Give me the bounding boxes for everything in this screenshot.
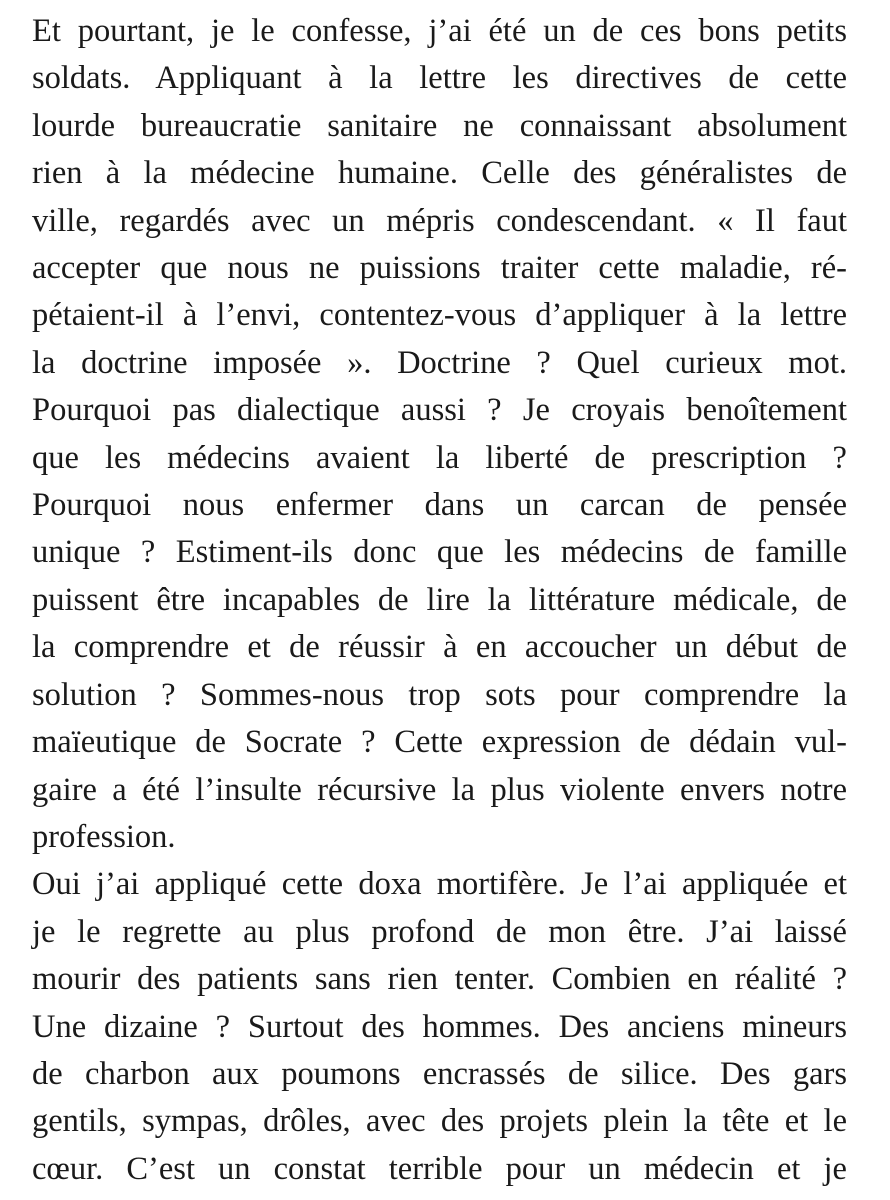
- text-line: Pourquoi nous enfermer dans un carcan de pensée: [32, 487, 847, 524]
- text-line: cœur. C’est un constat terrible pour un médecin et je: [32, 1150, 847, 1187]
- text-line: la comprendre et de réussir à en accoucher un début de: [32, 629, 847, 666]
- text-line: que les médecins avaient la liberté de prescription ?: [32, 439, 847, 476]
- text-line: soldats. Appliquant à la lettre les directives de cette: [32, 60, 847, 97]
- text-line: gaire a été l’insulte récursive la plus violente envers notre: [32, 771, 847, 808]
- text-line: Une dizaine ? Surtout des hommes. Des anciens mineurs: [32, 1008, 847, 1045]
- paragraph-2: [32, 861, 847, 1193]
- text-line: de charbon aux poumons encrassés de silice. Des gars: [32, 1055, 847, 1092]
- text-line: accepter que nous ne puissions traiter cette maladie, ré-: [32, 250, 847, 287]
- text-line: je le regrette au plus profond de mon être. J’ai laissé: [32, 913, 847, 950]
- text-line: gentils, sympas, drôles, avec des projets plein la tête et le: [32, 1103, 847, 1140]
- body-text: [32, 8, 847, 1193]
- text-line: mourir des patients sans rien tenter. Combien en réalité ?: [32, 961, 847, 998]
- text-line: la doctrine imposée ». Doctrine ? Quel curieux mot.: [32, 344, 847, 381]
- text-line: Et pourtant, je le confesse, j’ai été un de ces bons petits: [32, 13, 847, 49]
- text-line: maïeutique de Socrate ? Cette expression de dédain vul-: [32, 724, 847, 761]
- text-line: Pourquoi pas dialectique aussi ? Je croyais benoîtement: [32, 392, 847, 429]
- text-line: Oui j’ai appliqué cette doxa mortifère. Je l’ai appliquée et: [32, 866, 847, 903]
- text-line: unique ? Estiment-ils donc que les médecins de famille: [32, 534, 847, 571]
- text-line: ville, regardés avec un mépris condescendant. « Il faut: [32, 202, 847, 239]
- text-line: rien à la médecine humaine. Celle des généralistes de: [32, 155, 847, 192]
- text-line: pétaient-il à l’envi, contentez-vous d’appliquer à la lettre: [32, 297, 847, 334]
- text-line: profession.: [32, 818, 176, 855]
- paragraph-1: [32, 8, 847, 861]
- text-line: solution ? Sommes-nous trop sots pour comprendre la: [32, 676, 847, 713]
- text-line: lourde bureaucratie sanitaire ne connaissant absolument: [32, 107, 847, 144]
- text-line: puissent être incapables de lire la littérature médicale, de: [32, 581, 847, 618]
